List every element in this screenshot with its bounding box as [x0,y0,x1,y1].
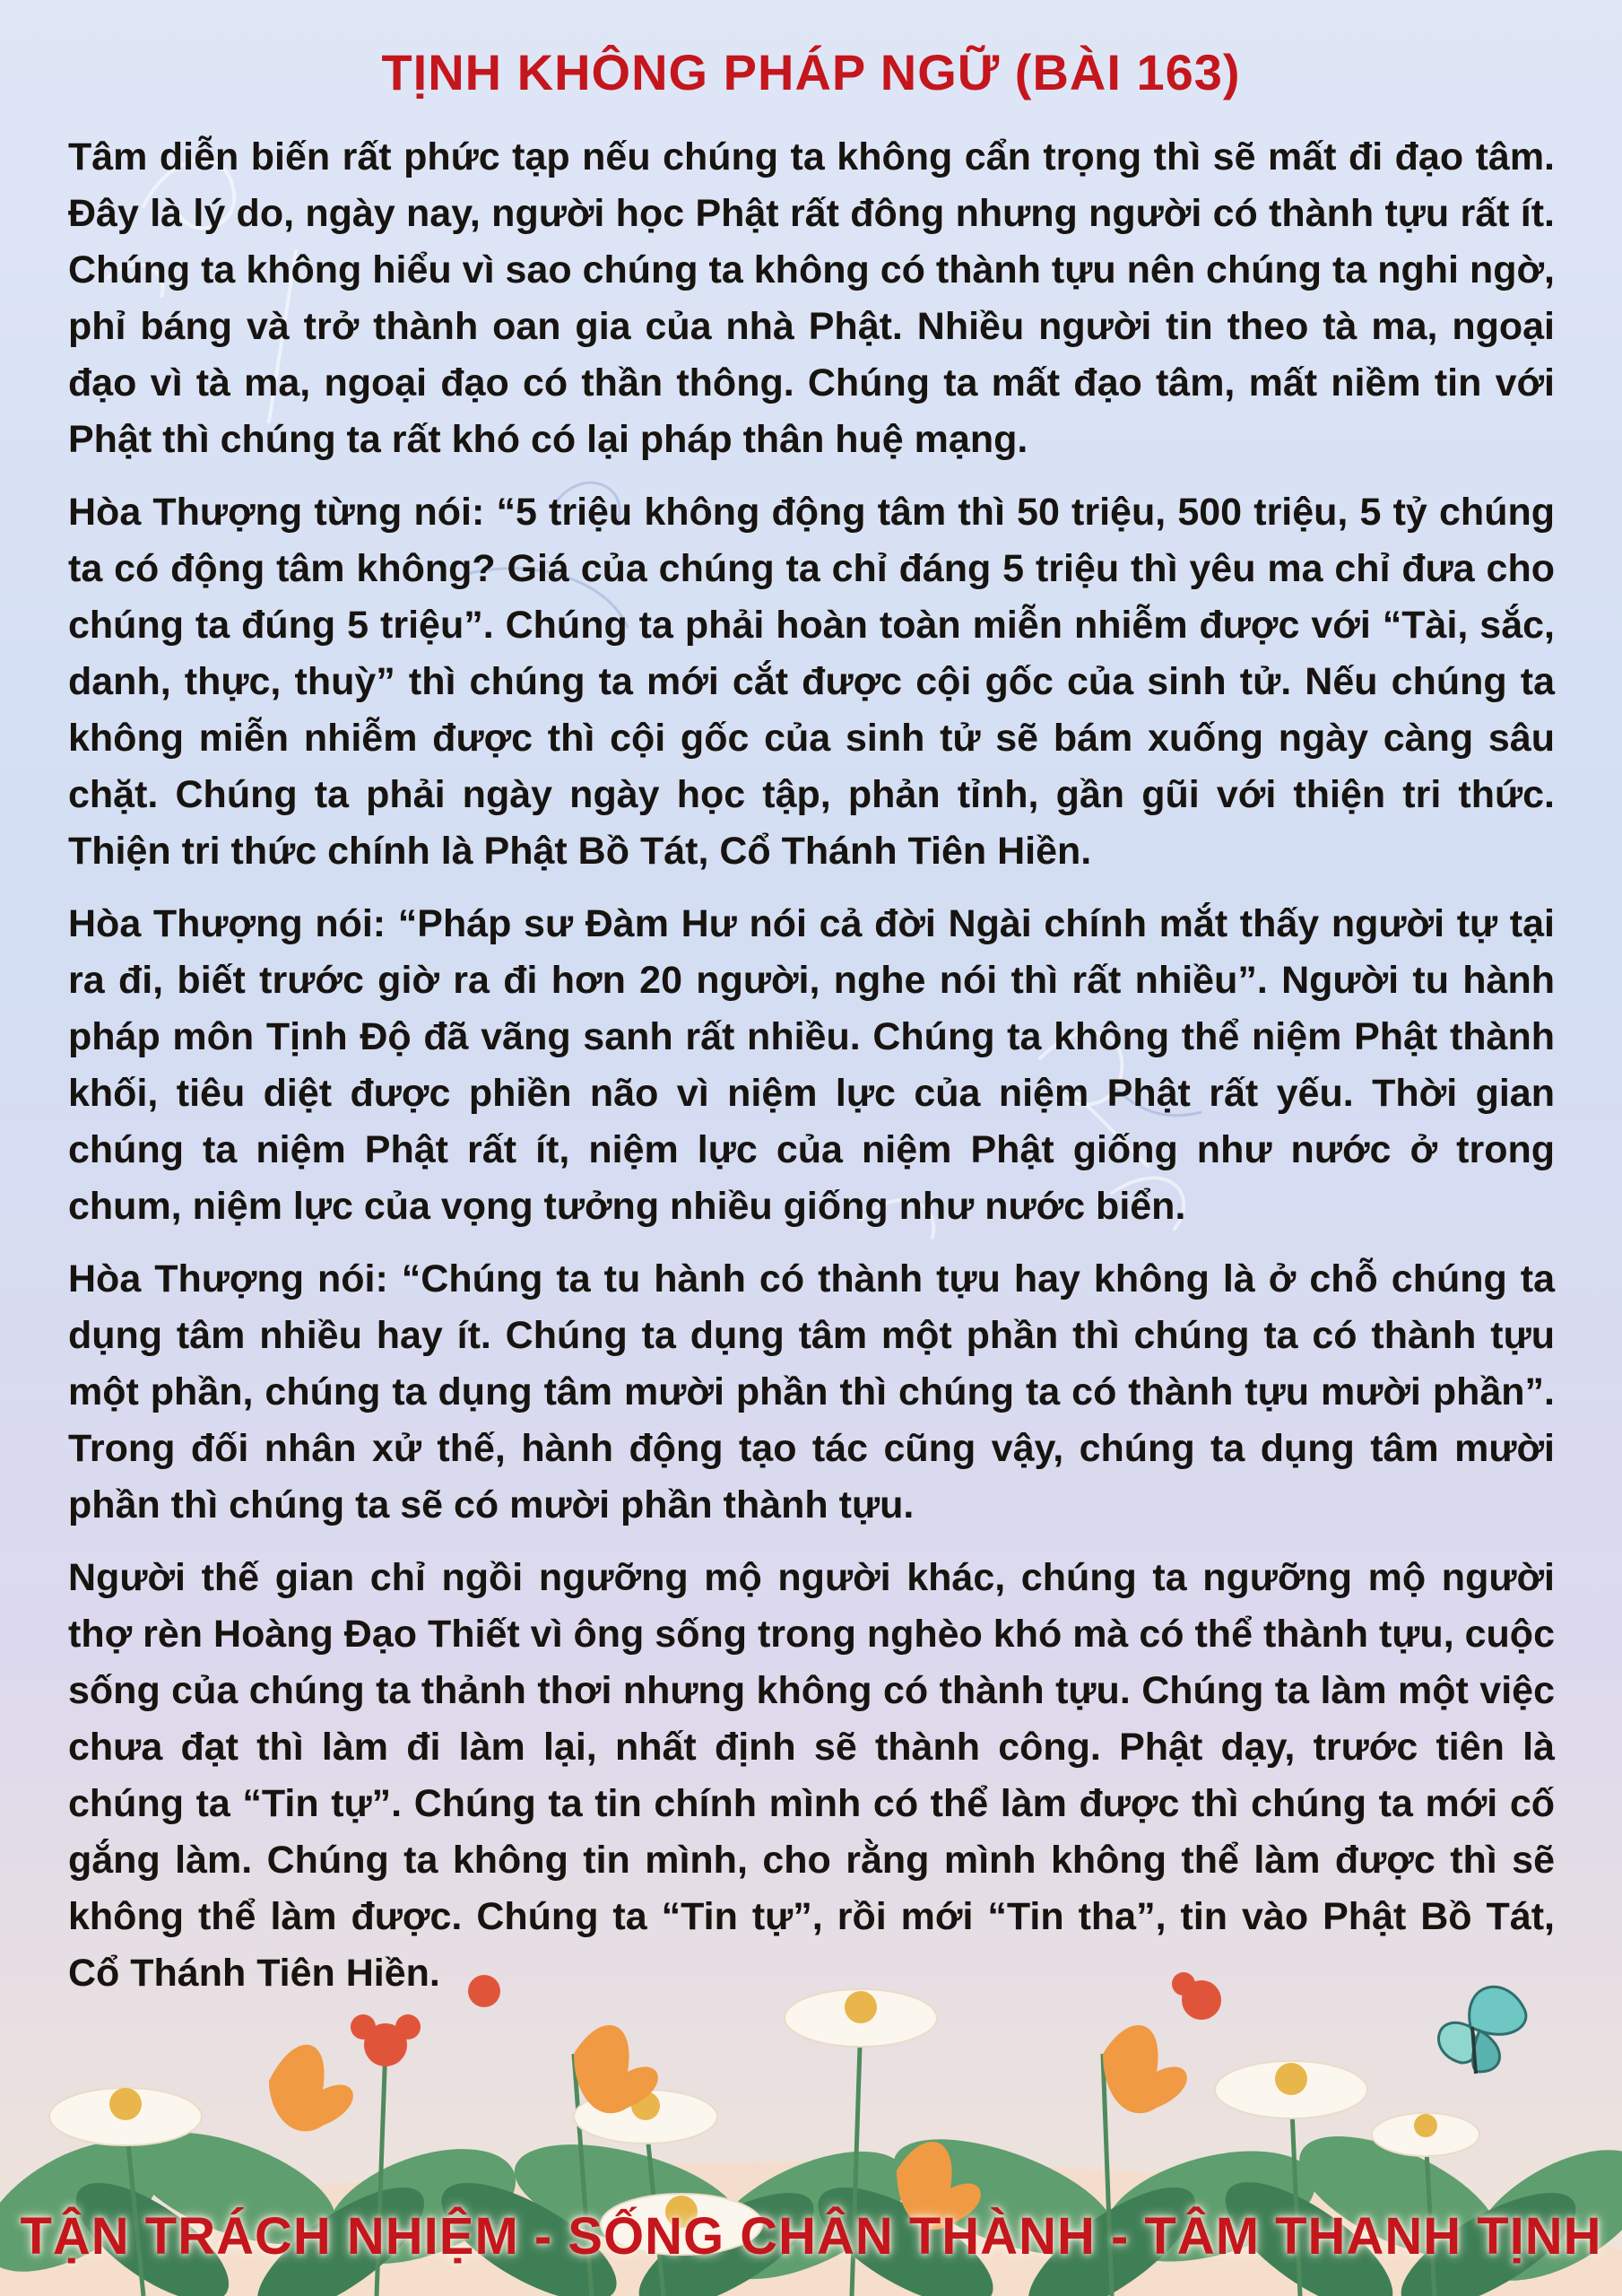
poster-title: TỊNH KHÔNG PHÁP NGỮ (BÀI 163) [381,44,1241,100]
butterfly-icon [1439,1987,1526,2074]
paragraph: Hòa Thượng từng nói: “5 triệu không động tâm thì 50 triệu, 500 triệu, 5 tỷ chúng ta có động tâm không? Giá của chúng ta chỉ đáng 5 triệu thì yêu ma chỉ đưa cho chúng ta đúng 5 triệu”. Chúng ta phải hoàn toàn miễn nhiễm được với “Tài, sắc, danh, thực, thuỳ” thì chúng ta mới cắt được cội gốc của sinh tử. Nếu chúng ta không miễn nhiễm được thì cội gốc của sinh tử sẽ bám xuống ngày càng sâu chặt. Chúng ta phải ngày ngày học tập, phản tỉnh, gần gũi với thiện tri thức. Thiện tri thức chính là Phật Bồ Tát, Cổ Thánh Tiên Hiền. [68,491,1555,873]
paragraph: Hòa Thượng nói: “Chúng ta tu hành có thành tựu hay không là ở chỗ chúng ta dụng tâm nhiều hay ít. Chúng ta dụng tâm một phần thì chúng ta có thành tựu một phần, chúng ta dụng tâm mười phần thì chúng ta có thành tựu mười phần”. Trong đối nhân xử thế, hành động tạo tác cũng vậy, chúng ta dụng tâm mười phần thì chúng ta sẽ có mười phần thành tựu. [68,1257,1555,1526]
article-body [68,129,1555,2018]
paragraph: Tâm diễn biến rất phức tạp nếu chúng ta không cẩn trọng thì sẽ mất đi đạo tâm. Đây là lý do, ngày nay, người học Phật rất đông nhưng người có thành tựu rất ít. Chúng ta không hiểu vì sao chúng ta không có thành tựu nên chúng ta nghi ngờ, phỉ báng và trở thành oan gia của nhà Phật. Nhiều người tin theo tà ma, ngoại đạo vì tà ma, ngoại đạo có thần thông. Chúng ta mất đạo tâm, mất niềm tin với Phật thì chúng ta rất khó có lại pháp thân huệ mạng. [68,135,1555,461]
paragraph: Hòa Thượng nói: “Pháp sư Đàm Hư nói cả đời Ngài chính mắt thấy người tự tại ra đi, biết trước giờ ra đi hơn 20 người, nghe nói thì rất nhiều”. Người tu hành pháp môn Tịnh Độ đã vãng sanh rất nhiều. Chúng ta không thể niệm Phật thành khối, tiêu diệt được phiền não vì niệm lực của niệm Phật rất yếu. Thời gian chúng ta niệm Phật rất ít, niệm lực của niệm Phật giống như nước ở trong chum, niệm lực của vọng tưởng nhiều giống như nước biển. [68,902,1555,1228]
motto-footer: TẬN TRÁCH NHIỆM - SỐNG CHÂN THÀNH - TÂM THANH TỊNH [20,2207,1602,2266]
paragraph: Người thế gian chỉ ngồi ngưỡng mộ người khác, chúng ta ngưỡng mộ người thợ rèn Hoàng Đạo Thiết vì ông sống trong nghèo khó mà có thể thành tựu, cuộc sống của chúng ta thảnh thơi nhưng không có thành tựu. Chúng ta làm một việc chưa đạt thì làm đi làm lại, nhất định sẽ thành công. Phật dạy, trước tiên là chúng ta “Tin tự”. Chúng ta tin chính mình có thể làm được thì chúng ta mới cố gắng làm. Chúng ta không tin mình, cho rằng mình không thể làm được thì sẽ không thể làm được. Chúng ta “Tin tự”, rồi mới “Tin tha”, tin vào Phật Bồ Tát, Cổ Thánh Tiên Hiền. [68,1556,1555,1995]
